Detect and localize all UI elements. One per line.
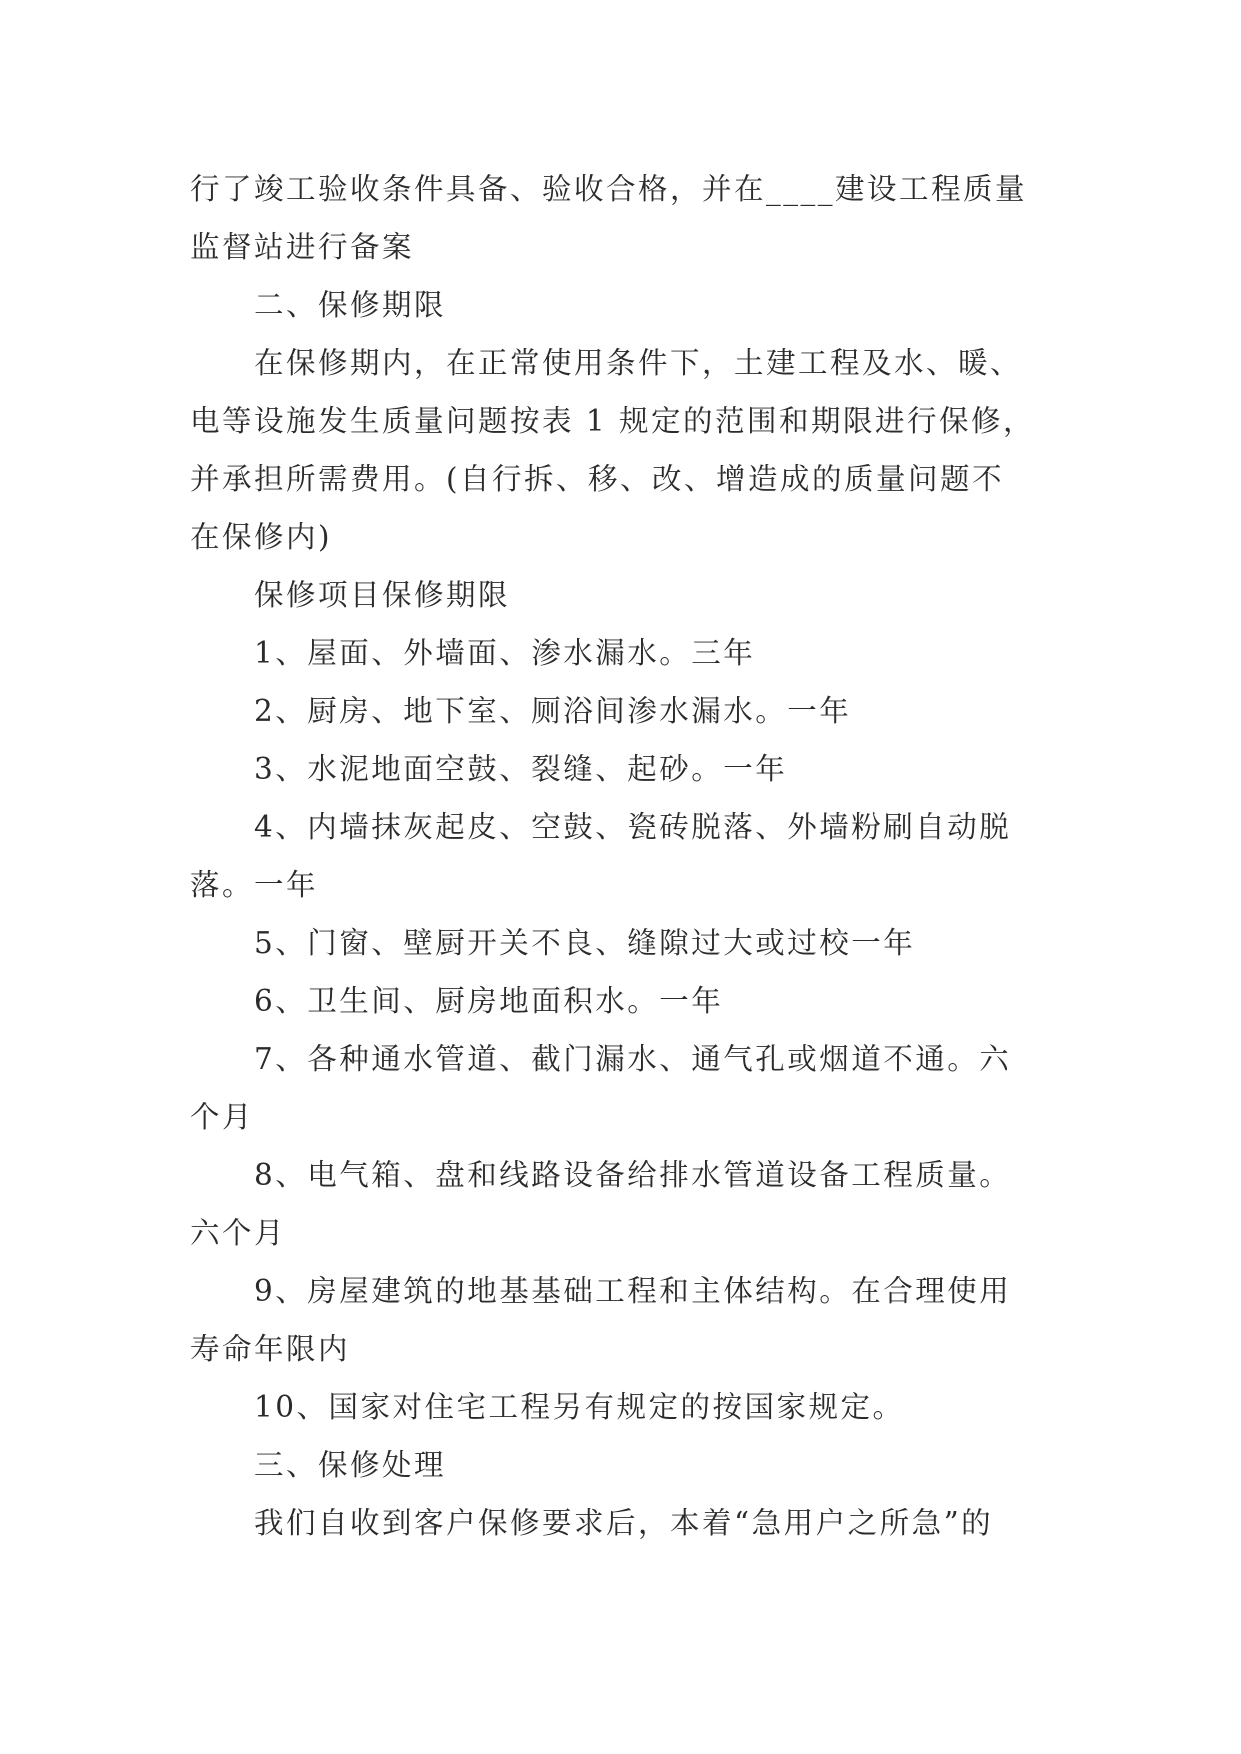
section-heading: 二、保修期限 (254, 288, 447, 322)
document-body (190, 160, 1050, 1552)
list-item: 4、内墙抹灰起皮、空鼓、瓷砖脱落、外墙粉刷自动脱 (254, 810, 1012, 844)
list-item: 10、国家对住宅工程另有规定的按国家规定。 (254, 1390, 905, 1424)
text-line: 行了竣工验收条件具备、验收合格，并在____建设工程质量 (190, 172, 1028, 206)
text-line: 我们自收到客户保修要求后，本着“急用户之所急”的 (254, 1506, 994, 1540)
list-heading: 保修项目保修期限 (254, 578, 511, 612)
list-item: 9、房屋建筑的地基基础工程和主体结构。在合理使用 (254, 1274, 1012, 1308)
list-item: 5、门窗、壁厨开关不良、缝隙过大或过校一年 (254, 926, 916, 960)
list-item-continuation: 寿命年限内 (190, 1332, 351, 1366)
list-item: 8、电气箱、盘和线路设备给排水管道设备工程质量。 (254, 1158, 1012, 1192)
list-item: 2、厨房、地下室、厕浴间渗水漏水。一年 (254, 694, 852, 728)
text-line: 在保修期内，在正常使用条件下，土建工程及水、暖、 (254, 346, 1023, 380)
list-item-continuation: 个月 (190, 1100, 255, 1134)
list-item: 1、屋面、外墙面、渗水漏水。三年 (254, 636, 756, 670)
text-line: 在保修内) (190, 520, 333, 554)
list-item: 6、卫生间、厨房地面积水。一年 (254, 984, 724, 1018)
text-line: 电等设施发生质量问题按表 1 规定的范围和期限进行保修， (190, 404, 1036, 438)
text-line: 并承担所需费用。(自行拆、移、改、增造成的质量问题不 (190, 462, 1005, 496)
text-line: 监督站进行备案 (190, 230, 415, 264)
list-item: 7、各种通水管道、截门漏水、通气孔或烟道不通。六 (254, 1042, 1012, 1076)
list-item-continuation: 六个月 (190, 1216, 287, 1250)
list-item: 3、水泥地面空鼓、裂缝、起砂。一年 (254, 752, 788, 786)
section-heading: 三、保修处理 (254, 1448, 447, 1482)
list-item-continuation: 落。一年 (190, 868, 319, 902)
